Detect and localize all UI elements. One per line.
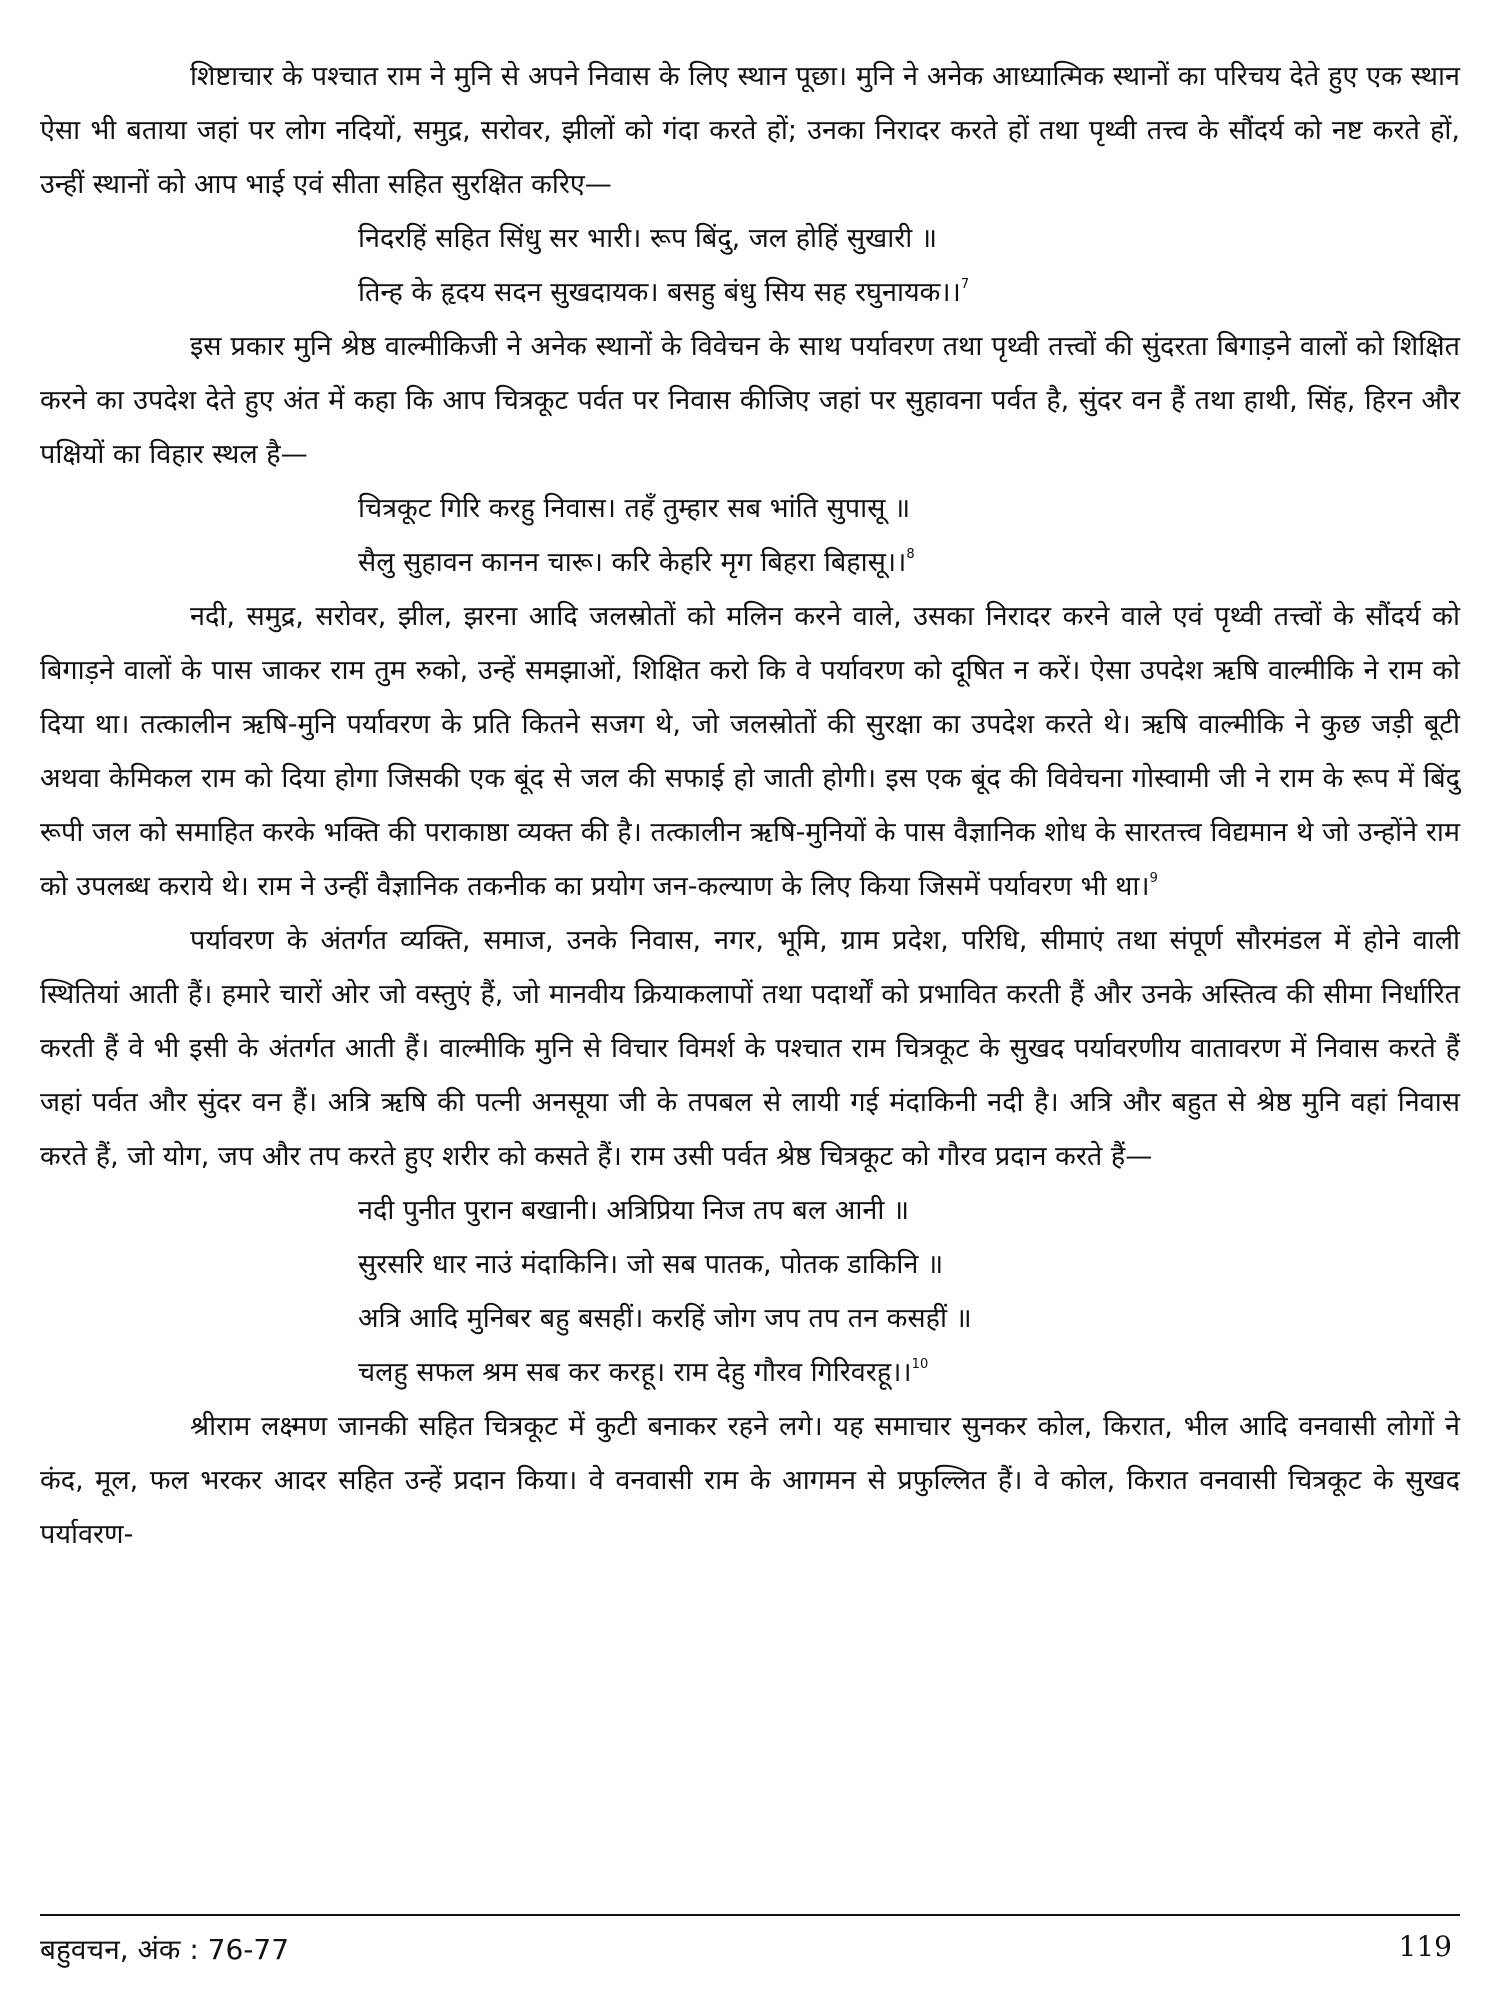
page-footer bbox=[40, 1930, 1460, 1970]
journal-title: बहुवचन, अंक : 76-77 bbox=[40, 1933, 290, 1966]
paragraph-4: पर्यावरण के अंतर्गत व्यक्ति, समाज, उनके निवास, नगर, भूमि, ग्राम प्रदेश, परिधि, सीमाएं तथा संपूर्ण सौरमंडल में होने वाली स्थितियां आती हैं। हमारे चारों ओर जो वस्तुएं हैं, जो मानवीय क्रियाकलापों तथा पदार्थों को प्रभावित करती हैं और उनके अस्तित्व की सीमा निर्धारित करती हैं वे भी इसी के अंतर्गत आती हैं। वाल्मीकि मुनि से विचार विमर्श के पश्चात राम चित्रकूट के सुखद पर्यावरणीय वातावरण में निवास करते हैं जहां पर्वत और सुंदर वन हैं। अत्रि ऋषि की पत्नी अनसूया जी के तपबल से लायी गई मंदाकिनी नदी है। अत्रि और बहुत से श्रेष्ठ मुनि वहां निवास करते हैं, जो योग, जप और तप करते हुए शरीर को कसते हैं। राम उसी पर्वत श्रेष्ठ चित्रकूट को गौरव प्रदान करते हैं— bbox=[40, 925, 1460, 1172]
paragraph-3: नदी, समुद्र, सरोवर, झील, झरना आदि जलस्रोतों को मलिन करने वाले, उसका निरादर करने वाले एवं पृथ्वी तत्त्वों के सौंदर्य को बिगाड़ने वालों के पास जाकर राम तुम रुको, उन्हें समझाओं, शिक्षित करो कि वे पर्यावरण को दूषित न करें। ऐसा उपदेश ऋषि वाल्मीकि ने राम को दिया था। तत्कालीन ऋषि-मुनि पर्यावरण के प्रति कितने सजग थे, जो जलस्रोतों की सुरक्षा का उपदेश करते थे। ऋषि वाल्मीकि ने कुछ जड़ी बूटी अथवा केमिकल राम को दिया होगा जिसकी एक बूंद से जल की सफाई हो जाती होगी। इस एक बूंद की विवेचना गोस्वामी जी ने राम के रूप में बिंदु रूपी जल को समाहित करके भक्ति की पराकाष्ठा व्यक्त की है। तत्कालीन ऋषि-मुनियों के पास वैज्ञानिक शोध के सारतत्त्व विद्यमान थे जो उन्होंने राम को उपलब्ध कराये थे। राम ने उन्हीं वैज्ञानिक तकनीक का प्रयोग जन-कल्याण के लिए किया जिसमें पर्यावरण भी था।$^9$ bbox=[40, 601, 1460, 902]
paragraph-5: श्रीराम लक्ष्मण जानकी सहित चित्रकूट में कुटी बनाकर रहने लगे। यह समाचार सुनकर कोल, किरात, भील आदि वनवासी लोगों ने कंद, मूल, फल भरकर आदर सहित उन्हें प्रदान किया। वे वनवासी राम के आगमन से प्रफुल्लित हैं। वे कोल, किरात वनवासी चित्रकूट के सुखद पर्यावरण- bbox=[40, 1411, 1460, 1550]
paragraph-1: शिष्टाचार के पश्चात राम ने मुनि से अपने निवास के लिए स्थान पूछा। मुनि ने अनेक आध्यात्मिक स्थानों का परिचय देते हुए एक स्थान ऐसा भी बताया जहां पर लोग नदियों, समुद्र, सरोवर, झीलों को गंदा करते हों; उनका निरादर करते हों तथा पृथ्वी तत्त्व के सौंदर्य को नष्ट करते हों, उन्हीं स्थानों को आप भाई एवं सीता सहित सुरक्षित करिए— bbox=[40, 61, 1460, 200]
verse-line: अत्रि आदि मुनिबर बहु बसहीं। करहिं जोग जप तप तन कसहीं ॥ bbox=[358, 1303, 972, 1334]
verse-line: नदी पुनीत पुरान बखानी। अत्रिप्रिया निज तप बल आनी ॥ bbox=[358, 1195, 910, 1226]
verse-line: सैलु सुहावन कानन चारू। करि केहरि मृग बिहरा बिहासू।।$^8$ bbox=[358, 547, 915, 578]
verse-line: चित्रकूट गिरि करहु निवास। तहँ तुम्हार सब भांति सुपासू ॥ bbox=[358, 493, 911, 524]
verse-line: तिन्ह के हृदय सदन सुखदायक। बसहु बंधु सिय सह रघुनायक।।$^7$ bbox=[358, 277, 970, 308]
paragraph-2: इस प्रकार मुनि श्रेष्ठ वाल्मीकिजी ने अनेक स्थानों के विवेचन के साथ पर्यावरण तथा पृथ्वी तत्त्वों की सुंदरता बिगाड़ने वालों को शिक्षित करने का उपदेश देते हुए अंत में कहा कि आप चित्रकूट पर्वत पर निवास कीजिए जहां पर सुहावना पर्वत है, सुंदर वन हैं तथा हाथी, सिंह, हिरन और पक्षियों का विहार स्थल है— bbox=[40, 331, 1460, 470]
body-text bbox=[40, 50, 1460, 1562]
verse-line: निदरहिं सहित सिंधु सर भारी। रूप बिंदु, जल होहिं सुखारी ॥ bbox=[358, 223, 938, 254]
footer-divider bbox=[40, 1914, 1460, 1916]
footnote-marker: 8 bbox=[906, 547, 915, 562]
footnote-marker: 10 bbox=[911, 1357, 929, 1372]
page-number: 119 bbox=[1398, 1930, 1452, 1963]
verse-line: चलहु सफल श्रम सब कर करहू। राम देहु गौरव गिरिवरहू।।$^{10}$ bbox=[358, 1357, 929, 1388]
footnote-marker: 7 bbox=[960, 277, 970, 292]
footnote-marker: 9 bbox=[1149, 871, 1158, 886]
verse-line: सुरसरि धार नाउं मंदाकिनि। जो सब पातक, पोतक डाकिनि ॥ bbox=[358, 1249, 944, 1280]
book-page bbox=[40, 50, 1460, 1990]
